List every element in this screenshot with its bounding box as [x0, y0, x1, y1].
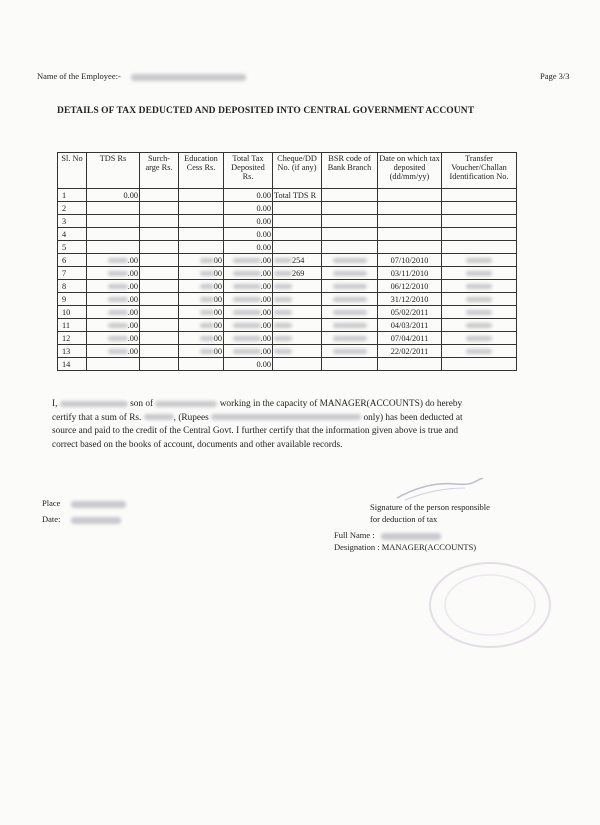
cell-sl-no-text: 12	[62, 333, 71, 343]
cell-education-cess	[179, 215, 224, 228]
cell-challan	[442, 202, 517, 215]
cell-total-tax-text: .00	[260, 268, 271, 278]
cell-total-tax-text: 0.00	[256, 242, 271, 252]
cell-sl-no	[58, 189, 87, 202]
cell-sl-no-text: 2	[62, 203, 67, 213]
cell-cheque	[273, 332, 322, 345]
cell-tds	[87, 358, 140, 371]
cell-total-tax-text: .00	[260, 320, 271, 330]
redacted-value	[466, 284, 492, 289]
redacted-value	[333, 297, 367, 302]
employee-name-label: Name of the Employee:-	[37, 71, 121, 81]
redacted-value	[466, 271, 492, 276]
cell-education-cess	[179, 228, 224, 241]
cell-education-cess-text: 00	[213, 255, 222, 265]
col-header-challan-id: Transfer Voucher/Challan Identification No.	[442, 153, 517, 189]
cell-surcharge	[140, 293, 179, 306]
table-row	[58, 267, 517, 280]
cell-sl-no-text: 11	[62, 320, 70, 330]
cell-sl-no-text: 4	[62, 229, 67, 239]
cell-tds-text: .00	[127, 346, 138, 356]
cell-total-tax-text: .00	[260, 307, 271, 317]
place-label: Place	[42, 498, 61, 508]
cell-cheque	[273, 189, 322, 202]
redacted-value	[333, 284, 367, 289]
redacted-value	[233, 297, 261, 302]
cell-total-tax	[224, 267, 273, 280]
cell-date-text: 04/03/2011	[390, 320, 429, 330]
cell-bsr	[322, 215, 378, 228]
cell-total-tax-text: 0.00	[256, 203, 271, 213]
cell-total-tax	[224, 345, 273, 358]
cell-education-cess	[179, 306, 224, 319]
cell-challan	[442, 332, 517, 345]
cert-only: only) has been deducted at	[363, 412, 463, 423]
redacted-value	[333, 323, 367, 328]
cell-date	[378, 215, 442, 228]
cell-sl-no	[58, 358, 87, 371]
cert-line-3: source and paid to the credit of the Central Govt. I further certify that the information given above is true and	[52, 426, 459, 436]
cell-tds	[87, 254, 140, 267]
cell-surcharge	[140, 306, 179, 319]
cell-surcharge	[140, 202, 179, 215]
table-row	[58, 241, 517, 254]
cell-education-cess	[179, 345, 224, 358]
cell-surcharge	[140, 254, 179, 267]
cell-sl-no	[58, 332, 87, 345]
cell-bsr	[322, 267, 378, 280]
redacted-value	[233, 349, 261, 354]
cell-tds	[87, 215, 140, 228]
cell-total-tax-text: 0.00	[256, 229, 271, 239]
cell-tds	[87, 332, 140, 345]
cell-bsr	[322, 293, 378, 306]
redacted-value	[466, 323, 492, 328]
redacted-value	[108, 271, 128, 276]
cert-line-1	[52, 398, 532, 412]
cell-bsr	[322, 358, 378, 371]
cell-education-cess	[179, 202, 224, 215]
redacted-value	[274, 323, 292, 328]
cell-sl-no-text: 8	[62, 281, 67, 291]
table-row	[58, 280, 517, 293]
redacted-value	[233, 271, 261, 276]
cert-line-2	[52, 412, 532, 426]
redacted-value	[274, 284, 292, 289]
cell-date	[378, 241, 442, 254]
cell-cheque	[273, 241, 322, 254]
cell-date	[378, 267, 442, 280]
cell-sl-no-text: 7	[62, 268, 67, 278]
cert-line-4: correct based on the books of account, documents and other available records.	[52, 439, 343, 450]
cell-sl-no	[58, 280, 87, 293]
redacted-value	[200, 336, 214, 341]
cell-education-cess	[179, 319, 224, 332]
redacted-value	[333, 271, 367, 276]
cell-cheque-text: 269	[292, 268, 305, 278]
redacted-value	[333, 349, 367, 354]
cell-date-text: 07/04/2011	[390, 333, 429, 343]
signature-mark	[395, 478, 485, 502]
redacted-full-name	[381, 533, 441, 540]
cell-education-cess-text: 00	[213, 346, 222, 356]
cell-tds-text: .00	[127, 255, 138, 265]
cell-surcharge	[140, 241, 179, 254]
redacted-value	[200, 258, 214, 263]
date-row	[42, 514, 121, 524]
cell-challan	[442, 280, 517, 293]
table-row	[58, 293, 517, 306]
cell-total-tax	[224, 215, 273, 228]
cell-tds-text: .00	[127, 333, 138, 343]
cell-challan	[442, 228, 517, 241]
cell-surcharge	[140, 228, 179, 241]
cell-total-tax	[224, 358, 273, 371]
redacted-value	[333, 310, 367, 315]
redacted-value	[333, 336, 367, 341]
cell-education-cess	[179, 241, 224, 254]
cell-challan	[442, 319, 517, 332]
cell-cheque	[273, 345, 322, 358]
cell-total-tax	[224, 280, 273, 293]
cell-total-tax	[224, 254, 273, 267]
cert-working: working in the capacity of MANAGER(ACCOUNTS) do hereby	[219, 399, 463, 409]
redacted-value	[233, 284, 261, 289]
redacted-value	[108, 258, 128, 263]
cell-total-tax-text: .00	[260, 281, 271, 291]
cell-total-tax-text: .00	[260, 255, 271, 265]
redacted-value	[108, 336, 128, 341]
signature-line-2: for deduction of tax	[370, 514, 438, 524]
cell-bsr	[322, 280, 378, 293]
table-row	[58, 345, 517, 358]
cell-sl-no-text: 13	[62, 346, 71, 356]
cell-date	[378, 189, 442, 202]
signature-line-1: Signature of the person responsible	[370, 502, 490, 512]
cell-total-tax-text: .00	[260, 346, 271, 356]
cell-date	[378, 332, 442, 345]
redacted-amount-words	[211, 414, 361, 420]
place-row	[42, 498, 126, 508]
col-header-education-cess: Education Cess Rs.	[179, 153, 224, 189]
cell-date-text: 22/02/2011	[390, 346, 429, 356]
redacted-value	[466, 258, 492, 263]
redacted-date	[71, 517, 121, 524]
cell-bsr	[322, 254, 378, 267]
cell-total-tax	[224, 306, 273, 319]
col-header-tds: TDS Rs	[87, 153, 140, 189]
redacted-employee-name	[131, 74, 246, 81]
cell-sl-no	[58, 254, 87, 267]
cell-bsr	[322, 306, 378, 319]
col-header-bsr-code: BSR code of Bank Branch	[322, 153, 378, 189]
cell-cheque-text: 254	[292, 255, 305, 265]
cell-sl-no	[58, 345, 87, 358]
cell-date	[378, 228, 442, 241]
col-header-total-tax: Total Tax Deposited Rs.	[224, 153, 273, 189]
redacted-value	[108, 323, 128, 328]
designation: Designation : MANAGER(ACCOUNTS)	[334, 542, 477, 552]
cell-education-cess	[179, 358, 224, 371]
cell-tds	[87, 306, 140, 319]
cell-date-text: 06/12/2010	[390, 281, 429, 291]
cell-tds	[87, 280, 140, 293]
table-row	[58, 202, 517, 215]
employee-name-row	[37, 71, 246, 81]
redacted-value	[274, 310, 292, 315]
cell-cheque	[273, 358, 322, 371]
date-label: Date:	[42, 514, 61, 524]
redacted-name	[60, 401, 128, 407]
cell-cheque	[273, 228, 322, 241]
table-row	[58, 306, 517, 319]
cell-education-cess-text: 00	[213, 307, 222, 317]
cell-sl-no	[58, 241, 87, 254]
cell-date	[378, 306, 442, 319]
cell-cheque	[273, 254, 322, 267]
cell-tds-text: 0.00	[123, 190, 138, 200]
cell-education-cess	[179, 267, 224, 280]
cell-cheque	[273, 280, 322, 293]
cell-challan	[442, 215, 517, 228]
cell-challan	[442, 254, 517, 267]
cell-date	[378, 293, 442, 306]
cell-surcharge	[140, 215, 179, 228]
cell-sl-no-text: 5	[62, 242, 67, 252]
cell-sl-no-text: 14	[62, 359, 71, 369]
cell-education-cess-text: 00	[213, 333, 222, 343]
redacted-value	[466, 336, 492, 341]
cell-date	[378, 319, 442, 332]
redacted-value	[233, 310, 261, 315]
cell-education-cess	[179, 293, 224, 306]
redacted-father-name	[155, 401, 217, 407]
cell-date-text: 31/12/2010	[390, 294, 429, 304]
redacted-value	[108, 284, 128, 289]
cell-cheque-text: Total TDS R	[274, 190, 317, 200]
cell-total-tax	[224, 293, 273, 306]
redacted-value	[108, 349, 128, 354]
cell-surcharge	[140, 189, 179, 202]
redacted-value	[200, 271, 214, 276]
cell-education-cess-text: 00	[213, 281, 222, 291]
cell-education-cess	[179, 280, 224, 293]
cell-education-cess-text: 00	[213, 294, 222, 304]
cell-surcharge	[140, 358, 179, 371]
cell-bsr	[322, 319, 378, 332]
redacted-place	[71, 501, 126, 508]
cell-surcharge	[140, 267, 179, 280]
cell-surcharge	[140, 319, 179, 332]
cell-tds	[87, 267, 140, 280]
cell-tds	[87, 241, 140, 254]
cell-sl-no	[58, 202, 87, 215]
certification-paragraph	[52, 398, 532, 452]
cell-challan	[442, 306, 517, 319]
cell-education-cess	[179, 332, 224, 345]
cell-sl-no-text: 6	[62, 255, 67, 265]
cell-sl-no-text: 3	[62, 216, 67, 226]
cell-education-cess	[179, 189, 224, 202]
cell-challan	[442, 189, 517, 202]
cell-cheque	[273, 202, 322, 215]
cell-bsr	[322, 332, 378, 345]
redacted-value	[108, 310, 128, 315]
cell-total-tax-text: 0.00	[256, 216, 271, 226]
cell-tds	[87, 189, 140, 202]
cell-surcharge	[140, 280, 179, 293]
tax-deposit-table	[57, 152, 517, 371]
cell-total-tax	[224, 202, 273, 215]
cell-date	[378, 202, 442, 215]
cell-sl-no-text: 1	[62, 190, 67, 200]
cell-total-tax	[224, 319, 273, 332]
table-row	[58, 332, 517, 345]
cell-sl-no	[58, 215, 87, 228]
col-header-date-deposited: Date on which tax deposited (dd/mm/yy)	[378, 153, 442, 189]
cell-tds	[87, 202, 140, 215]
cell-date	[378, 345, 442, 358]
cell-surcharge	[140, 332, 179, 345]
cell-tds-text: .00	[127, 307, 138, 317]
redacted-value	[274, 271, 292, 276]
cell-total-tax	[224, 189, 273, 202]
page-number: Page 3/3	[540, 71, 570, 81]
redacted-value	[274, 258, 292, 263]
cell-challan	[442, 293, 517, 306]
cell-bsr	[322, 345, 378, 358]
redacted-value	[200, 349, 214, 354]
page-title: DETAILS OF TAX DEDUCTED AND DEPOSITED INTO CENTRAL GOVERNMENT ACCOUNT	[57, 106, 475, 116]
table-row	[58, 215, 517, 228]
cell-education-cess-text: 00	[213, 268, 222, 278]
redacted-amount	[144, 414, 174, 420]
table-body	[58, 189, 517, 371]
cell-total-tax	[224, 332, 273, 345]
cell-challan	[442, 358, 517, 371]
cell-total-tax-text: 0.00	[256, 359, 271, 369]
signature-label	[370, 501, 490, 525]
cell-date-text: 05/02/2011	[390, 307, 429, 317]
redacted-value	[466, 297, 492, 302]
cell-education-cess	[179, 254, 224, 267]
full-name-label: Full Name :	[334, 530, 375, 540]
cert-sum: certify that a sum of Rs.	[52, 412, 142, 423]
redacted-value	[200, 310, 214, 315]
cert-i: I,	[52, 399, 58, 409]
redacted-value	[233, 258, 261, 263]
redacted-value	[108, 297, 128, 302]
cell-sl-no	[58, 319, 87, 332]
cell-tds-text: .00	[127, 268, 138, 278]
cell-sl-no-text: 9	[62, 294, 67, 304]
table-row	[58, 228, 517, 241]
cell-total-tax	[224, 228, 273, 241]
redacted-value	[233, 323, 261, 328]
col-header-sl-no: Sl. No	[58, 153, 87, 189]
cell-cheque	[273, 306, 322, 319]
col-header-surcharge: Surch-arge Rs.	[140, 153, 179, 189]
cell-tds	[87, 228, 140, 241]
table-row	[58, 189, 517, 202]
redacted-value	[333, 258, 367, 263]
cell-tds	[87, 345, 140, 358]
table-row	[58, 358, 517, 371]
cell-total-tax-text: .00	[260, 333, 271, 343]
redacted-value	[274, 336, 292, 341]
cell-date	[378, 358, 442, 371]
cell-sl-no	[58, 306, 87, 319]
cell-sl-no	[58, 267, 87, 280]
redacted-value	[200, 297, 214, 302]
redacted-value	[466, 349, 492, 354]
cell-tds-text: .00	[127, 294, 138, 304]
cell-tds	[87, 319, 140, 332]
full-name-row	[334, 530, 441, 540]
cell-cheque	[273, 319, 322, 332]
cell-education-cess-text: 00	[213, 320, 222, 330]
cell-cheque	[273, 293, 322, 306]
cell-tds-text: .00	[127, 281, 138, 291]
redacted-value	[200, 284, 214, 289]
cell-date-text: 07/10/2010	[390, 255, 429, 265]
cell-sl-no-text: 10	[62, 307, 71, 317]
cell-cheque	[273, 215, 322, 228]
cell-tds-text: .00	[127, 320, 138, 330]
cell-challan	[442, 241, 517, 254]
redacted-value	[233, 336, 261, 341]
cell-sl-no	[58, 228, 87, 241]
cert-rupees: , (Rupees	[173, 412, 209, 423]
cell-bsr	[322, 241, 378, 254]
cell-bsr	[322, 202, 378, 215]
table-row	[58, 254, 517, 267]
cell-challan	[442, 345, 517, 358]
cell-total-tax-text: 0.00	[256, 190, 271, 200]
cell-date	[378, 280, 442, 293]
cell-surcharge	[140, 345, 179, 358]
cell-cheque	[273, 267, 322, 280]
cell-total-tax	[224, 241, 273, 254]
cell-date	[378, 254, 442, 267]
redacted-value	[274, 349, 292, 354]
cell-sl-no	[58, 293, 87, 306]
redacted-value	[200, 323, 214, 328]
cell-total-tax-text: .00	[260, 294, 271, 304]
cell-date-text: 03/11/2010	[390, 268, 429, 278]
col-header-cheque-dd: Cheque/DD No. (if any)	[273, 153, 322, 189]
cell-bsr	[322, 189, 378, 202]
redacted-value	[466, 310, 492, 315]
cert-son-of: son of	[130, 399, 154, 409]
table-header-row	[58, 153, 517, 189]
cell-tds	[87, 293, 140, 306]
redacted-value	[274, 297, 292, 302]
cell-bsr	[322, 228, 378, 241]
stamp-mark	[425, 555, 555, 655]
table-row	[58, 319, 517, 332]
cell-challan	[442, 267, 517, 280]
